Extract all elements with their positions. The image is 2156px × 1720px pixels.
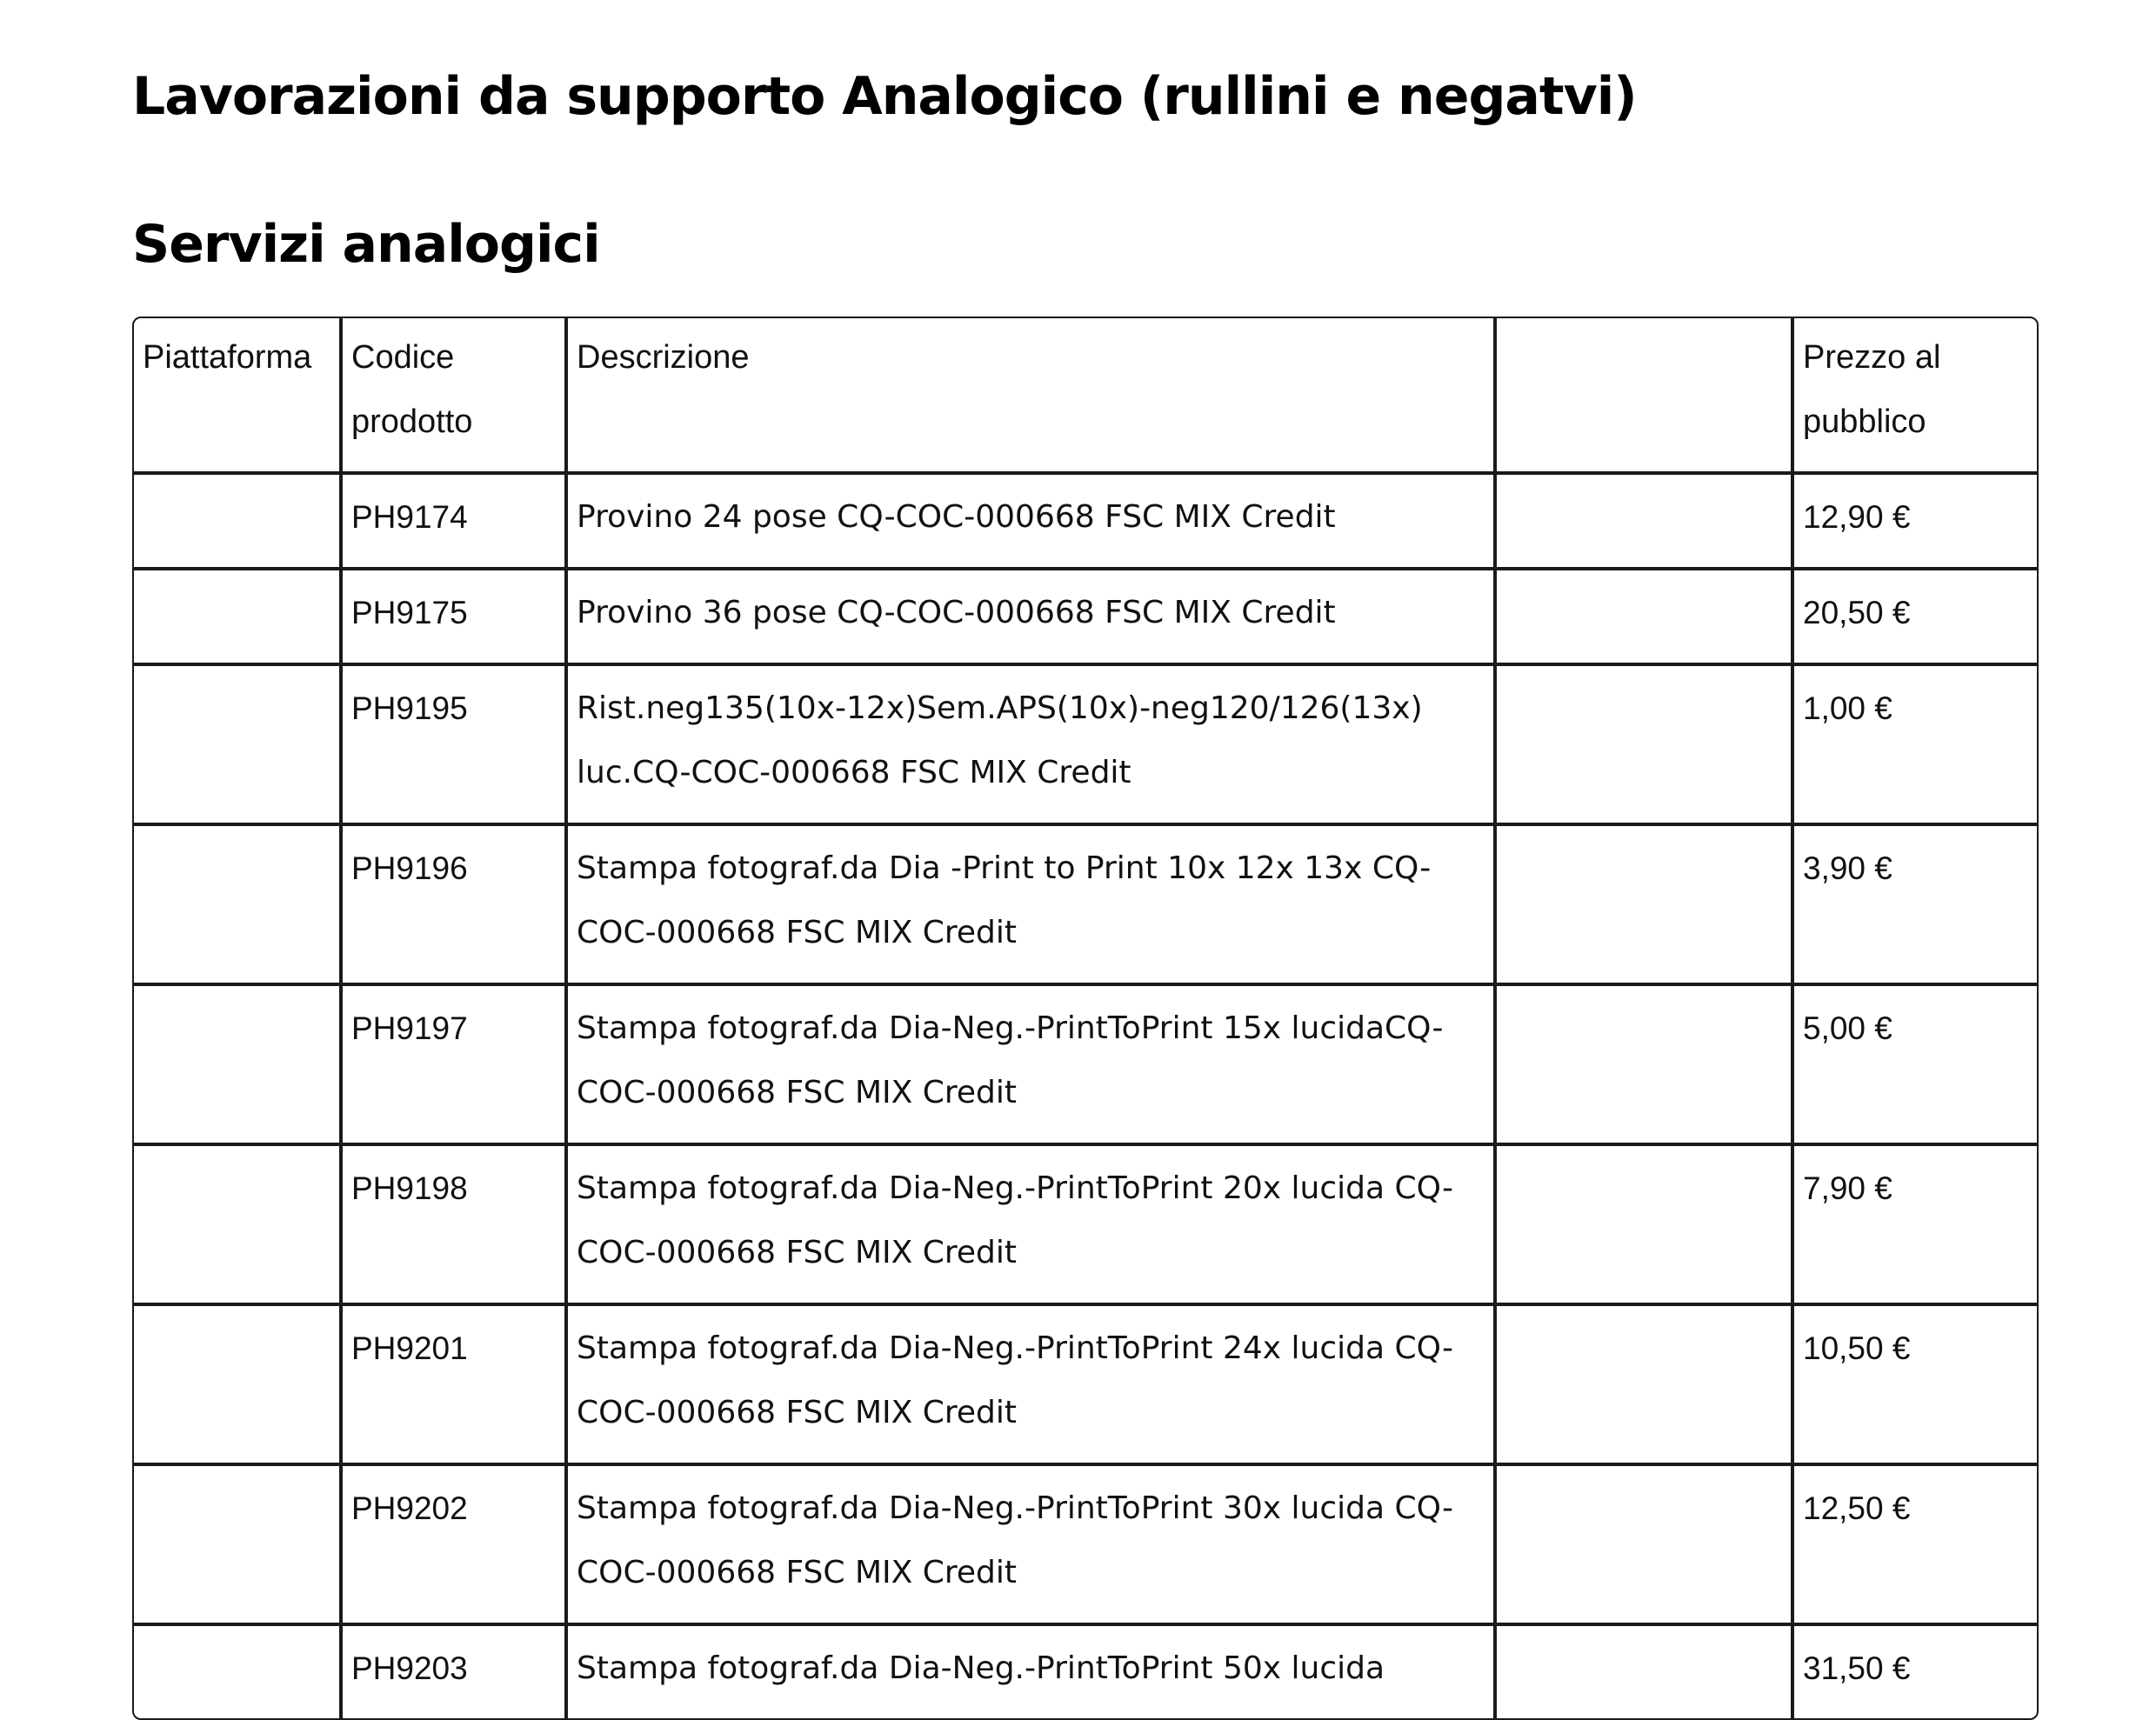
cell-blank (1495, 473, 1792, 569)
cell-price: 1,00 € (1792, 664, 2037, 824)
table-header-row (134, 318, 2037, 473)
cell-price: 10,50 € (1792, 1304, 2037, 1464)
cell-description: Stampa fotograf.da Dia-Neg.-PrintToPrint 30x lucida CQ-COC-000668 FSC MIX Credit (566, 1464, 1495, 1624)
header-blank (1495, 318, 1792, 473)
cell-product-code: PH9197 (341, 984, 566, 1144)
table-row (134, 473, 2037, 569)
cell-blank (1495, 1144, 1792, 1304)
cell-description: Stampa fotograf.da Dia-Neg.-PrintToPrint 24x lucida CQ-COC-000668 FSC MIX Credit (566, 1304, 1495, 1464)
table-row (134, 1464, 2037, 1624)
cell-blank (1495, 984, 1792, 1144)
cell-blank (1495, 569, 1792, 664)
cell-description: Stampa fotograf.da Dia-Neg.-PrintToPrint 20x lucida CQ-COC-000668 FSC MIX Credit (566, 1144, 1495, 1304)
table-row (134, 1144, 2037, 1304)
cell-platform (134, 984, 341, 1144)
cell-platform (134, 1624, 341, 1718)
cell-product-code: PH9203 (341, 1624, 566, 1718)
cell-product-code: PH9202 (341, 1464, 566, 1624)
cell-price: 12,90 € (1792, 473, 2037, 569)
cell-product-code: PH9175 (341, 569, 566, 664)
header-price: Prezzo al pubblico (1792, 318, 2037, 473)
table-row (134, 1304, 2037, 1464)
table-row (134, 664, 2037, 824)
cell-blank (1495, 824, 1792, 984)
cell-product-code: PH9198 (341, 1144, 566, 1304)
cell-platform (134, 824, 341, 984)
page-title: Lavorazioni da supporto Analogico (rullini e negatvi) (132, 66, 1637, 127)
cell-price: 3,90 € (1792, 824, 2037, 984)
cell-price: 31,50 € (1803, 1650, 1911, 1686)
cell-product-code: PH9201 (341, 1304, 566, 1464)
cell-blank (1495, 664, 1792, 824)
section-title: Servizi analogici (132, 214, 600, 275)
cell-description: Stampa fotograf.da Dia-Neg.-PrintToPrint 50x lucida (566, 1624, 1495, 1718)
cell-platform (134, 664, 341, 824)
cell-blank (1495, 1624, 1792, 1718)
services-table (134, 318, 2037, 1718)
cell-product-code: PH9174 (341, 473, 566, 569)
cell-description: Stampa fotograf.da Dia-Neg.-PrintToPrint 15x lucidaCQ-COC-000668 FSC MIX Credit (566, 984, 1495, 1144)
header-platform: Piattaforma (134, 318, 341, 473)
cell-product-code: PH9196 (341, 824, 566, 984)
cell-price: 5,00 € (1792, 984, 2037, 1144)
cell-description: Provino 24 pose CQ-COC-000668 FSC MIX Credit (566, 473, 1495, 569)
cell-price: 20,50 € (1792, 569, 2037, 664)
table-row (134, 984, 2037, 1144)
cell-description: Rist.neg135(10x-12x)Sem.APS(10x)-neg120/126(13x) luc.CQ-COC-000668 FSC MIX Credit (566, 664, 1495, 824)
cell-blank (1495, 1464, 1792, 1624)
cell-price: 12,50 € (1792, 1464, 2037, 1624)
cell-platform (134, 1144, 341, 1304)
cell-platform (134, 569, 341, 664)
cell-description: Provino 36 pose CQ-COC-000668 FSC MIX Credit (566, 569, 1495, 664)
header-product-code: Codice prodotto (341, 318, 566, 473)
header-description: Descrizione (566, 318, 1495, 473)
cell-price: 7,90 € (1792, 1144, 2037, 1304)
table-row (134, 824, 2037, 984)
table-row (134, 1624, 2037, 1718)
cell-description: Stampa fotograf.da Dia -Print to Print 10x 12x 13x CQ-COC-000668 FSC MIX Credit (566, 824, 1495, 984)
cell-platform (134, 473, 341, 569)
cell-product-code: PH9195 (341, 664, 566, 824)
cell-blank (1495, 1304, 1792, 1464)
cell-platform (134, 1304, 341, 1464)
services-table-container (132, 317, 2039, 1720)
cell-platform (134, 1464, 341, 1624)
table-row (134, 569, 2037, 664)
